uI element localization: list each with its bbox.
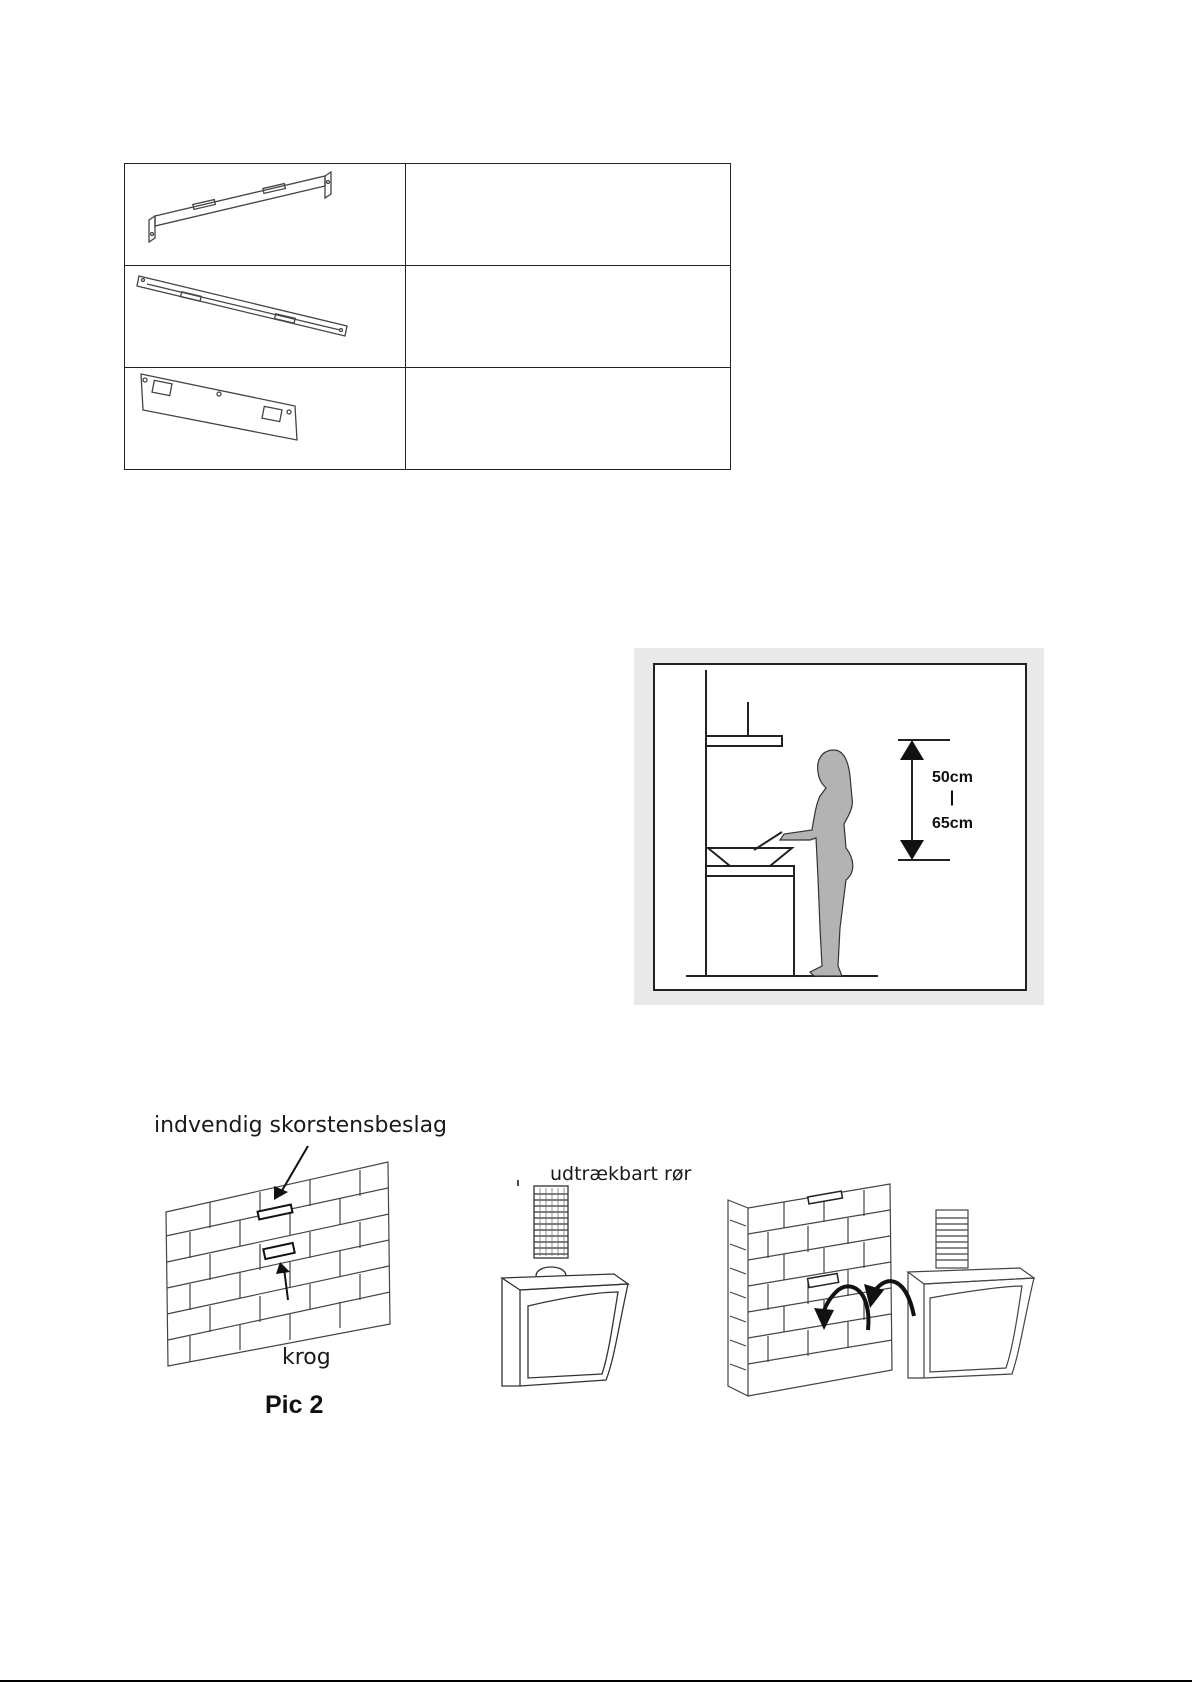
label-extendable-pipe: udtrækbart rør	[550, 1163, 692, 1185]
hood-with-pipe-figure	[490, 1180, 640, 1392]
part-description-2	[406, 266, 731, 368]
hanging-hood-figure	[724, 1180, 1036, 1402]
label-hook: krog	[282, 1345, 331, 1370]
chimney-bracket-icon	[125, 164, 405, 260]
hood-height-figure	[634, 648, 1044, 1005]
hook-plate-icon	[125, 266, 405, 362]
chimney-bracket-mounted	[258, 1205, 293, 1220]
table-row	[125, 266, 731, 368]
dimension-bottom: 65cm	[932, 815, 973, 832]
mounting-plate-icon	[125, 368, 405, 464]
table-row	[125, 164, 731, 266]
bracket-image-1	[125, 164, 406, 266]
part-description-1	[406, 164, 731, 266]
page-bottom-rule	[0, 1680, 1192, 1682]
parts-table	[124, 163, 731, 470]
bracket-image-2	[125, 266, 406, 368]
bracket-image-3	[125, 368, 406, 470]
figure-caption: Pic 2	[265, 1391, 324, 1419]
dimension-separator: |	[949, 789, 955, 806]
part-description-3	[406, 368, 731, 470]
hook-mounted	[263, 1243, 294, 1259]
table-row	[125, 368, 731, 470]
wall-brackets-figure	[150, 1140, 400, 1375]
label-chimney-bracket: indvendig skorstensbeslag	[154, 1113, 448, 1138]
dimension-top: 50cm	[932, 769, 973, 786]
